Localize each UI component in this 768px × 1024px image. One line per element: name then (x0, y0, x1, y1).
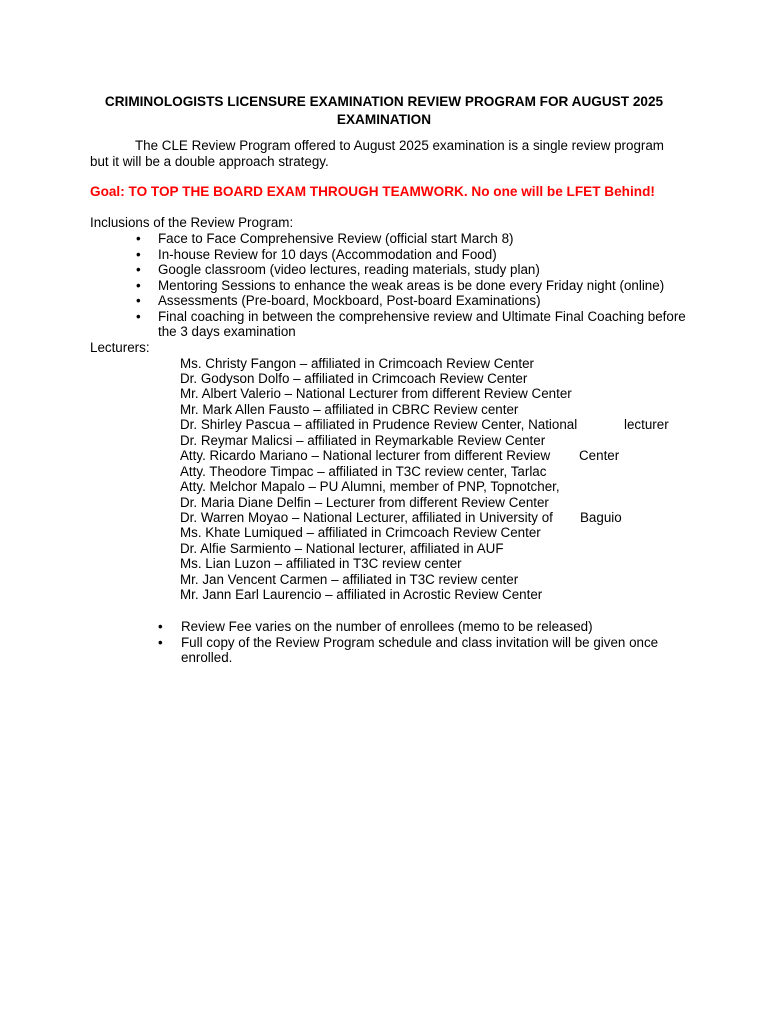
inclusions-list (90, 231, 690, 340)
list-item: • Assessments (Pre-board, Mockboard, Post-board Examinations) (136, 293, 541, 308)
list-item: • In-house Review for 10 days (Accommodation and Food) (136, 246, 497, 262)
bullet-icon: • (136, 277, 141, 293)
list-item: • Review Fee varies on the number of enrollees (memo to be released) (158, 619, 593, 634)
lecturer-item: Mr. Albert Valerio – National Lecturer from different Review Center (180, 386, 572, 402)
list-item: • Face to Face Comprehensive Review (official start March 8) (136, 231, 514, 246)
lecturer-item-tail: Center (579, 448, 620, 464)
lecturer-item: Atty. Theodore Timpac – affiliated in T3C review center, Tarlac (180, 463, 547, 479)
lecturer-item: Mr. Mark Allen Fausto – affiliated in CBRC Review center (180, 401, 519, 417)
lecturer-item: Dr. Maria Diane Delfin – Lecturer from different Review Center (180, 494, 549, 510)
lecturer-item: Ms. Lian Luzon – affiliated in T3C review center (180, 556, 462, 572)
lecturer-item-tail: lecturer (624, 417, 669, 433)
lecturers-heading: Lecturers: (90, 340, 150, 355)
lecturer-item: Mr. Jann Earl Laurencio – affiliated in Acrostic Review Center (180, 587, 543, 603)
lecturer-item: Dr. Warren Moyao – National Lecturer, affiliated in University of Baguio (180, 510, 622, 526)
lecturer-item: Mr. Jan Vencent Carmen – affiliated in T3C review center (180, 571, 519, 587)
bullet-icon: • (136, 246, 141, 262)
bullet-icon: • (136, 308, 141, 324)
lecturer-item: Ms. Christy Fangon – affiliated in Crimcoach Review Center (180, 355, 535, 371)
lecturer-item: Dr. Alfie Sarmiento – National lecturer, affiliated in AUF (180, 540, 504, 556)
bullet-icon: • (158, 619, 163, 634)
inclusions-heading: Inclusions of the Review Program: (90, 215, 294, 230)
lecturers-list (180, 356, 680, 603)
list-item: • Mentoring Sessions to enhance the weak areas is be done every Friday night (online) (136, 277, 665, 293)
intro-paragraph (90, 138, 680, 169)
document-title: CRIMINOLOGISTS LICENSURE EXAMINATION REVIEW PROGRAM FOR AUGUST 2025 EXAMINATION (104, 94, 664, 127)
lecturer-item: Atty. Ricardo Mariano – National lecturer from different Review Center (180, 448, 620, 464)
list-item: • Full copy of the Review Program schedule and class invitation will be given once enrolled. (158, 634, 659, 665)
lecturer-item: Dr. Reymar Malicsi – affiliated in Reymarkable Review Center (180, 432, 546, 448)
list-item: • Google classroom (video lectures, reading materials, study plan) (136, 262, 540, 277)
lecturer-item: Dr. Godyson Dolfo – affiliated in Crimcoach Review Center (180, 370, 528, 386)
bullet-icon: • (136, 262, 141, 277)
bullet-icon: • (158, 634, 163, 650)
lecturer-item: Ms. Khate Lumiqued – affiliated in Crimcoach Review Center (180, 525, 541, 541)
lecturer-item: Dr. Shirley Pascua – affiliated in Prudence Review Center, National lecturer (180, 417, 669, 433)
intro-text: The CLE Review Program offered to August 2025 examination is a single review program but it will be a double approach strategy. (90, 138, 664, 169)
lecturer-item-tail: Baguio (580, 510, 622, 526)
bullet-icon: • (136, 231, 141, 246)
bullet-icon: • (136, 293, 141, 308)
goal-statement: Goal: TO TOP THE BOARD EXAM THROUGH TEAMWORK. No one will be LFET Behind! (90, 184, 655, 199)
lecturer-item: Atty. Melchor Mapalo – PU Alumni, member of PNP, Topnotcher, (180, 479, 560, 495)
notes-list (90, 619, 680, 666)
list-item: • Final coaching in between the comprehensive review and Ultimate Final Coaching before the 3 days examination (136, 308, 686, 339)
